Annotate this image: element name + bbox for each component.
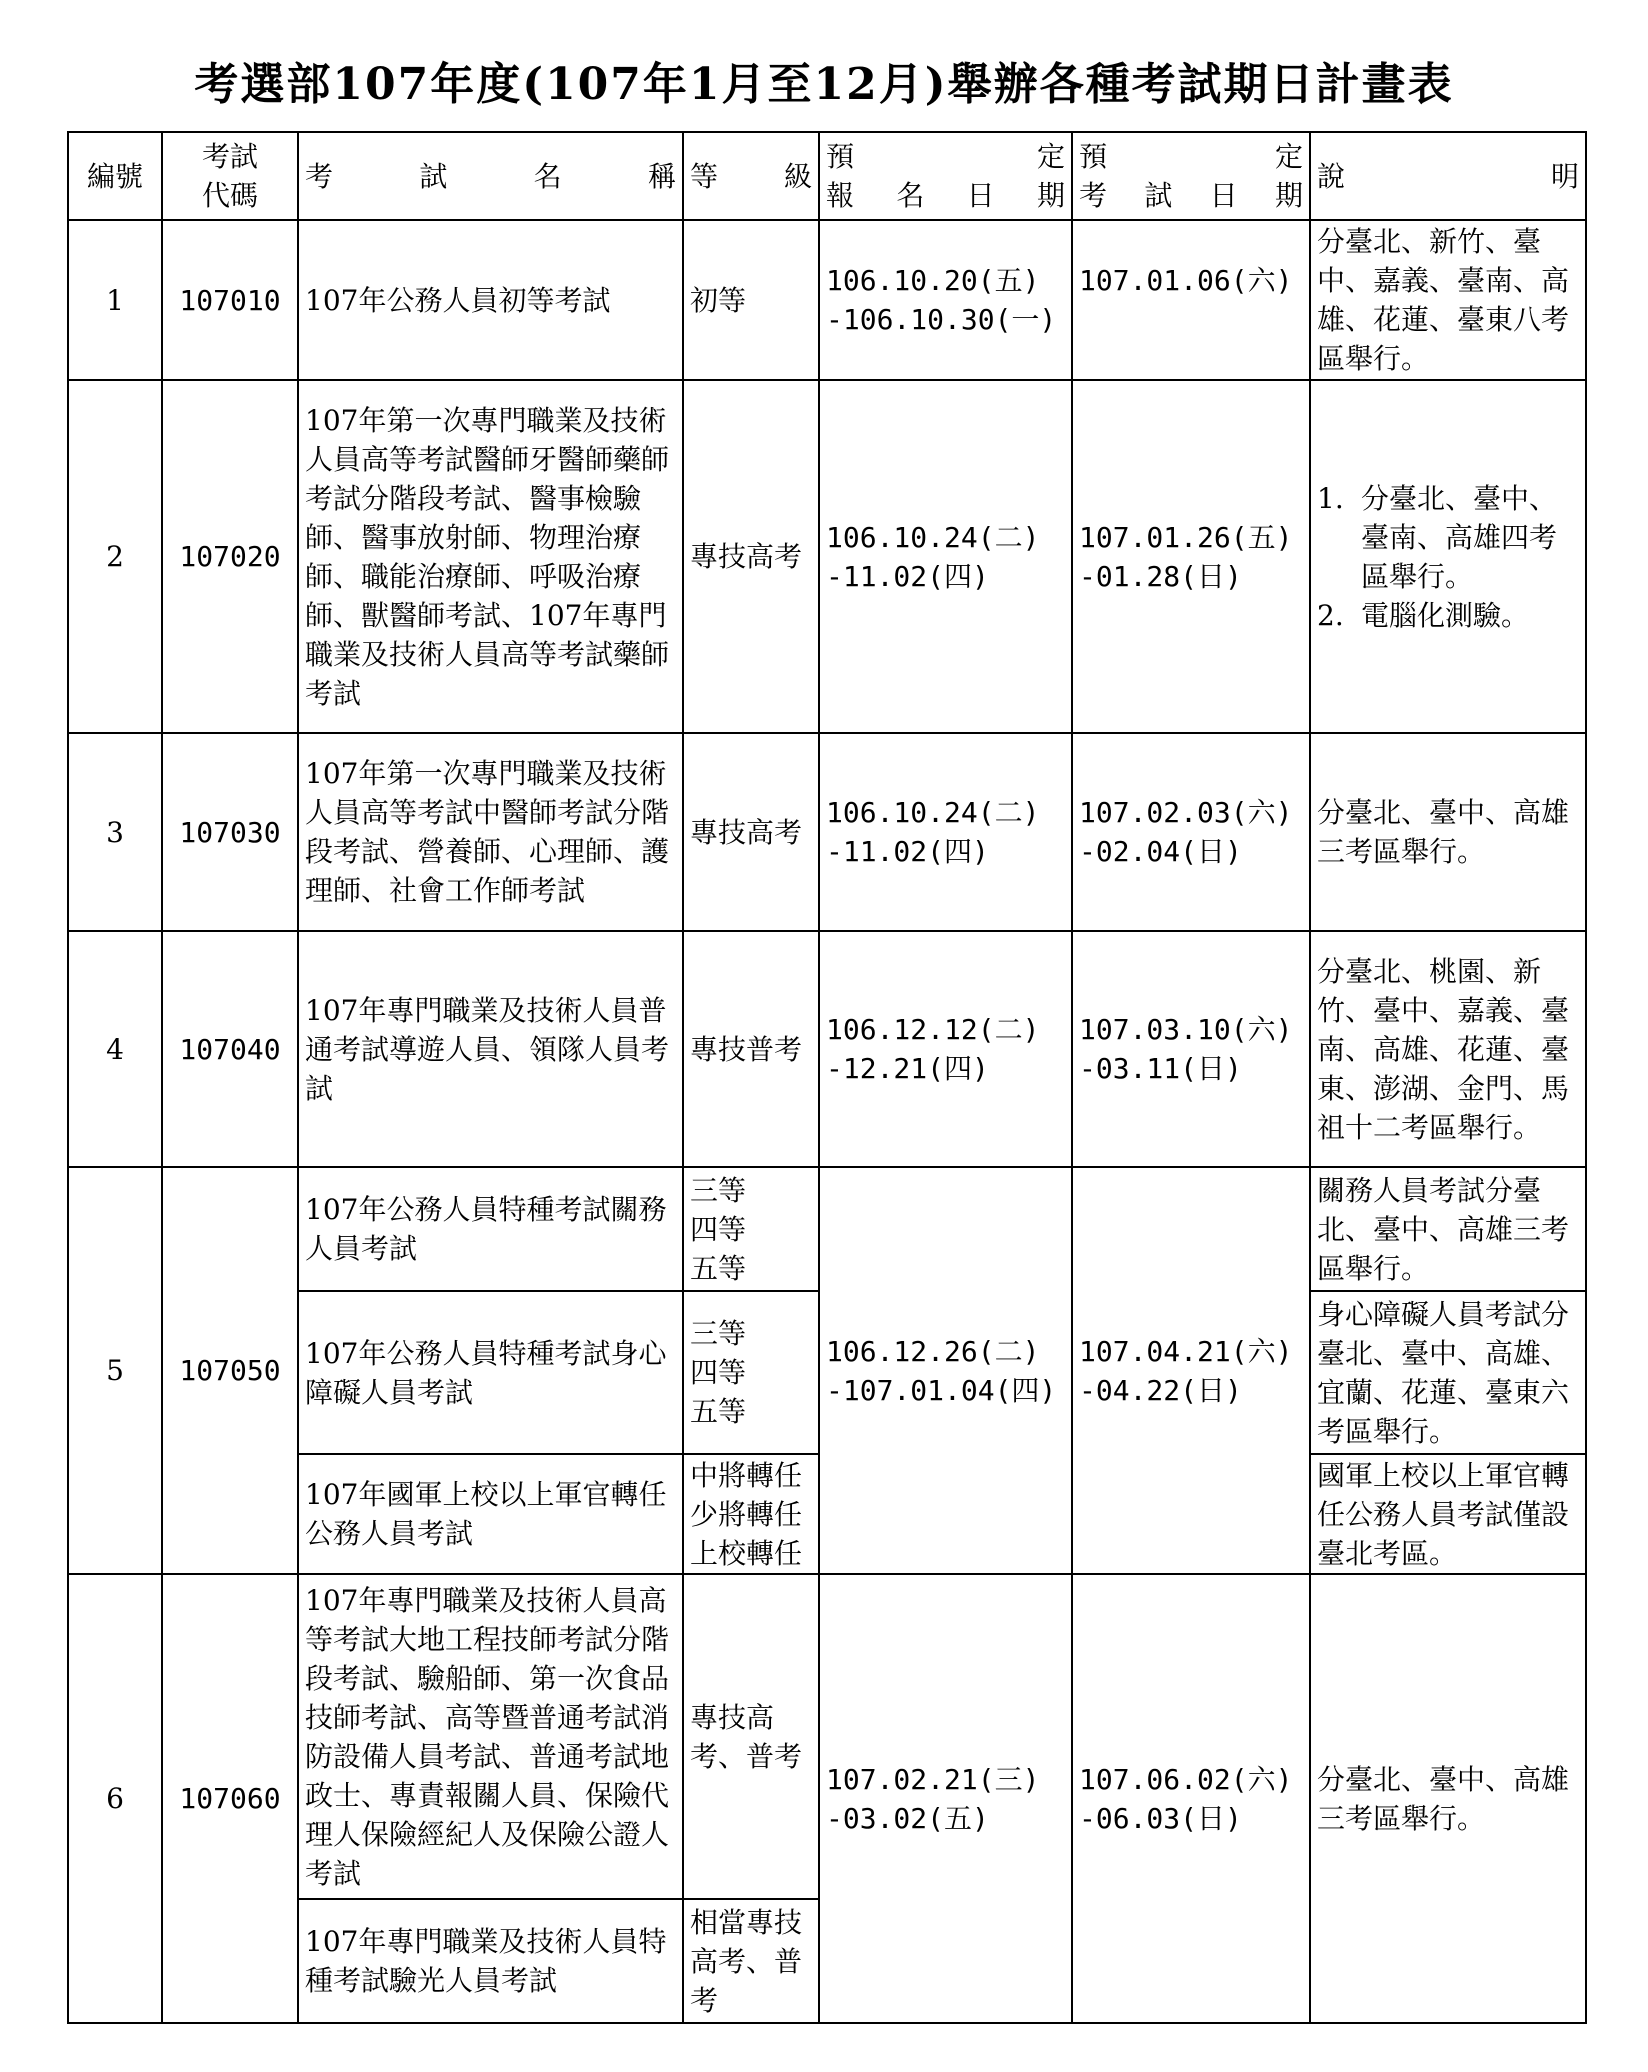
- exam-level: 相當專技高考、普考: [683, 1899, 819, 2023]
- header-level: 等 級: [683, 132, 819, 220]
- page-title: 考選部107年度(107年1月至12月)舉辦各種考試期日計畫表: [194, 59, 1454, 110]
- exam-code: 107030: [162, 733, 298, 931]
- registration-date: 106.12.12(二) -12.21(四): [819, 931, 1072, 1167]
- exam-date: 107.01.26(五) -01.28(日): [1072, 380, 1310, 733]
- row-number: 3: [68, 733, 162, 931]
- exam-level: 專技高考: [683, 733, 819, 931]
- exam-date: 107.04.21(六) -04.22(日): [1072, 1167, 1310, 1574]
- table-row: [68, 931, 1586, 1167]
- exam-code: 107020: [162, 380, 298, 733]
- exam-level: 三等 四等 五等: [683, 1167, 819, 1291]
- exam-name: 107年國軍上校以上軍官轉任公務人員考試: [298, 1454, 683, 1574]
- exam-note: 分臺北、臺中、高雄三考區舉行。: [1310, 733, 1586, 931]
- exam-code: 107060: [162, 1574, 298, 2023]
- registration-date: 106.10.20(五) -106.10.30(一): [819, 220, 1072, 380]
- header-note: 說 明: [1310, 132, 1586, 220]
- exam-name: 107年專門職業及技術人員普通考試導遊人員、領隊人員考試: [298, 931, 683, 1167]
- header-row: [68, 132, 1586, 220]
- exam-name: 107年專門職業及技術人員特種考試驗光人員考試: [298, 1899, 683, 2023]
- exam-note: [1310, 380, 1586, 733]
- exam-level: 中將轉任 少將轉任 上校轉任: [683, 1454, 819, 1574]
- exam-level: 初等: [683, 220, 819, 380]
- exam-date: 107.03.10(六) -03.11(日): [1072, 931, 1310, 1167]
- header-exam-date: 預 定 考 試 日 期: [1072, 132, 1310, 220]
- registration-date: 106.10.24(二) -11.02(四): [819, 380, 1072, 733]
- exam-code: 107050: [162, 1167, 298, 1574]
- header-name: 考 試 名 稱: [298, 132, 683, 220]
- table-row: [68, 1167, 1586, 1291]
- exam-code: 107040: [162, 931, 298, 1167]
- exam-note: 分臺北、桃園、新竹、臺中、嘉義、臺南、高雄、花蓮、臺東、澎湖、金門、馬祖十二考區舉行。: [1310, 931, 1586, 1167]
- exam-level: 專技高考: [683, 380, 819, 733]
- exam-name: 107年第一次專門職業及技術人員高等考試中醫師考試分階段考試、營養師、心理師、護理師、社會工作師考試: [298, 733, 683, 931]
- table-row: [68, 1574, 1586, 1899]
- row-number: 1: [68, 220, 162, 380]
- registration-date: 106.12.26(二) -107.01.04(四): [819, 1167, 1072, 1574]
- exam-note: 分臺北、臺中、高雄三考區舉行。: [1310, 1574, 1586, 2023]
- exam-name: 107年公務人員特種考試關務人員考試: [298, 1167, 683, 1291]
- table-row: [68, 733, 1586, 931]
- exam-name: 107年公務人員初等考試: [298, 220, 683, 380]
- registration-date: 107.02.21(三) -03.02(五): [819, 1574, 1072, 2023]
- header-code: 考試 代碼: [162, 132, 298, 220]
- exam-name: 107年第一次專門職業及技術人員高等考試醫師牙醫師藥師考試分階段考試、醫事檢驗師、醫事放射師、物理治療師、職能治療師、呼吸治療師、獸醫師考試、107年專門職業及技術人員高等考試藥師考試: [298, 380, 683, 733]
- row-number: 6: [68, 1574, 162, 2023]
- exam-note: 分臺北、新竹、臺中、嘉義、臺南、高雄、花蓮、臺東八考區舉行。: [1310, 220, 1586, 380]
- exam-code: 107010: [162, 220, 298, 380]
- exam-note: 國軍上校以上軍官轉任公務人員考試僅設臺北考區。: [1310, 1454, 1586, 1574]
- exam-name: 107年公務人員特種考試身心障礙人員考試: [298, 1291, 683, 1454]
- registration-date: 106.10.24(二) -11.02(四): [819, 733, 1072, 931]
- row-number: 2: [68, 380, 162, 733]
- exam-note: 身心障礙人員考試分臺北、臺中、高雄、宜蘭、花蓮、臺東六考區舉行。: [1310, 1291, 1586, 1454]
- table-row: [68, 380, 1586, 733]
- row-number: 5: [68, 1167, 162, 1574]
- header-registration-date: 預 定 報 名 日 期: [819, 132, 1072, 220]
- table-row: [68, 220, 1586, 380]
- exam-date: 107.06.02(六) -06.03(日): [1072, 1574, 1310, 2023]
- note-item: 2. 電腦化測驗。: [1317, 598, 1530, 632]
- header-number: 編號: [68, 132, 162, 220]
- exam-level: 三等 四等 五等: [683, 1291, 819, 1454]
- exam-date: 107.01.06(六): [1072, 220, 1310, 380]
- note-item: 1. 分臺北、臺中、臺南、高雄四考區舉行。: [1317, 481, 1558, 593]
- exam-level: 專技高考、普考: [683, 1574, 819, 1899]
- exam-name: 107年專門職業及技術人員高等考試大地工程技師考試分階段考試、驗船師、第一次食品技師考試、高等暨普通考試消防設備人員考試、普通考試地政士、專責報關人員、保險代理人保險經紀人及保險公證人考試: [298, 1574, 683, 1899]
- exam-schedule-table: [67, 131, 1587, 2024]
- row-number: 4: [68, 931, 162, 1167]
- exam-note: 關務人員考試分臺北、臺中、高雄三考區舉行。: [1310, 1167, 1586, 1291]
- exam-date: 107.02.03(六) -02.04(日): [1072, 733, 1310, 931]
- exam-level: 專技普考: [683, 931, 819, 1167]
